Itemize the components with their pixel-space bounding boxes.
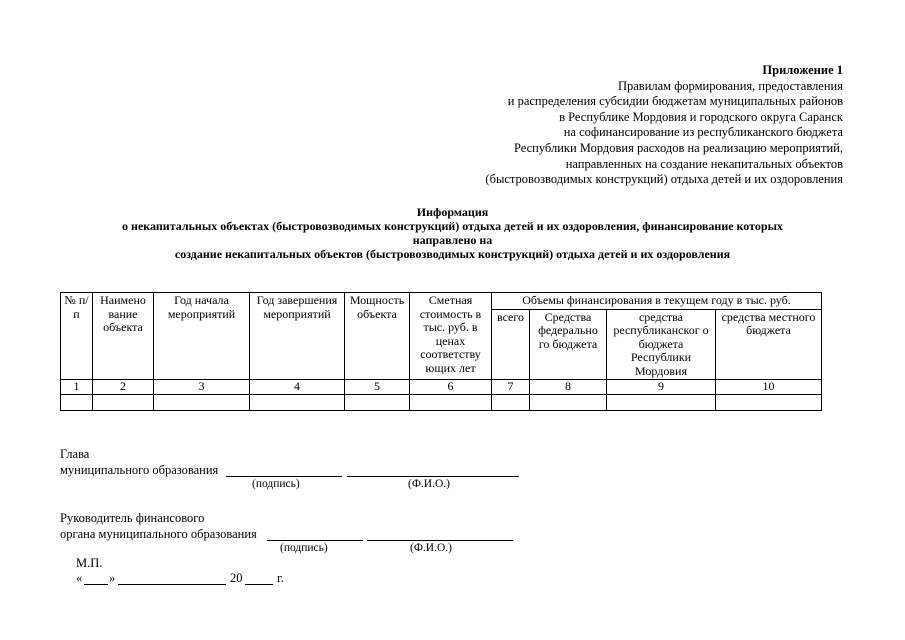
table-cell	[607, 394, 716, 410]
appendix-header	[485, 63, 843, 188]
sig2-name-line	[367, 540, 513, 541]
sig2-org: органа муниципального образования	[60, 527, 257, 541]
date-year-line	[245, 584, 273, 585]
info-title-block	[60, 205, 845, 261]
sig2-role: Руководитель финансового	[60, 511, 205, 525]
stamp-mp: М.П.	[76, 556, 103, 570]
col-header-capacity: Мощность объекта	[345, 293, 410, 380]
col-header-total: всего	[492, 309, 530, 380]
sig1-role: Глава	[60, 447, 90, 461]
table-cell	[530, 394, 607, 410]
col-header-name: Наимено вание объекта	[93, 293, 154, 380]
sig1-caption-sign: (подпись)	[252, 478, 300, 490]
table-cell	[250, 394, 345, 410]
table-cell	[492, 394, 530, 410]
sig2-signature-line	[267, 540, 363, 541]
appendix-line: Правилам формирования, предоставления	[617, 78, 843, 93]
column-number: 4	[250, 380, 345, 395]
column-number: 8	[530, 380, 607, 395]
table-cell	[716, 394, 822, 410]
sig1-name-line	[347, 476, 519, 477]
sig2-caption-sign: (подпись)	[280, 542, 328, 554]
info-line: о некапитальных объектах (быстровозводимых конструкций) отдыха детей и их оздоровления, финансирование которых	[122, 219, 783, 233]
date-month-line	[118, 584, 226, 585]
info-line: создание некапитальных объектов (быстровозводимых конструкций) отдыха детей и их оздоровления	[174, 247, 731, 261]
date-year-suffix: г.	[277, 571, 284, 585]
table-cell	[345, 394, 410, 410]
col-header-volumes: Объемы финансирования в текущем году в тыс. руб.	[492, 293, 822, 310]
column-number: 5	[345, 380, 410, 395]
column-number: 9	[607, 380, 716, 395]
appendix-line: в Республике Мордовия и городского округа Саранск	[559, 109, 843, 124]
table-cell	[61, 394, 93, 410]
sig2-caption-name: (Ф.И.О.)	[410, 542, 452, 554]
info-line: направлено на	[412, 233, 493, 247]
appendix-line: и распределения субсидии бюджетам муниципальных районов	[507, 94, 843, 109]
appendix-line: Республики Мордовия расходов на реализацию мероприятий,	[513, 140, 843, 155]
sig1-signature-line	[226, 476, 342, 477]
column-number: 3	[154, 380, 250, 395]
col-header-num: № п/п	[61, 293, 93, 380]
table-cell	[410, 394, 492, 410]
appendix-line: (быстровозводимых конструкций) отдыха детей и их оздоровления	[485, 172, 843, 187]
column-number-row	[61, 380, 822, 395]
col-header-republic: средства республиканског о бюджета Республики Мордовия	[607, 309, 716, 380]
table-cell	[93, 394, 154, 410]
table-row	[61, 394, 822, 410]
appendix-line: направленных на создание некапитальных объектов	[565, 156, 843, 171]
col-header-end-year: Год завершения мероприятий	[250, 293, 345, 380]
column-number: 10	[716, 380, 822, 395]
col-header-local: средства местного бюджета	[716, 309, 822, 380]
column-number: 1	[61, 380, 93, 395]
objects-table	[60, 292, 822, 411]
appendix-line: на софинансирование из республиканского бюджета	[563, 125, 843, 140]
date-close-quote: »	[109, 571, 116, 585]
column-number: 2	[93, 380, 154, 395]
col-header-estimate: Сметная стоимость в тыс. руб. в ценах соответству ющих лет	[410, 293, 492, 380]
column-number: 7	[492, 380, 530, 395]
date-day-line	[84, 584, 108, 585]
header-row	[61, 293, 822, 310]
column-number: 6	[410, 380, 492, 395]
table-cell	[154, 394, 250, 410]
date-open-quote: «	[76, 571, 83, 585]
col-header-start-year: Год начала мероприятий	[154, 293, 250, 380]
appendix-title: Приложение 1	[762, 63, 843, 77]
col-header-federal: Средства федерально го бюджета	[530, 309, 607, 380]
info-heading: Информация	[416, 205, 489, 219]
sig1-caption-name: (Ф.И.О.)	[408, 478, 450, 490]
sig1-org: муниципального образования	[60, 463, 219, 477]
date-year-prefix: 20	[230, 571, 243, 585]
